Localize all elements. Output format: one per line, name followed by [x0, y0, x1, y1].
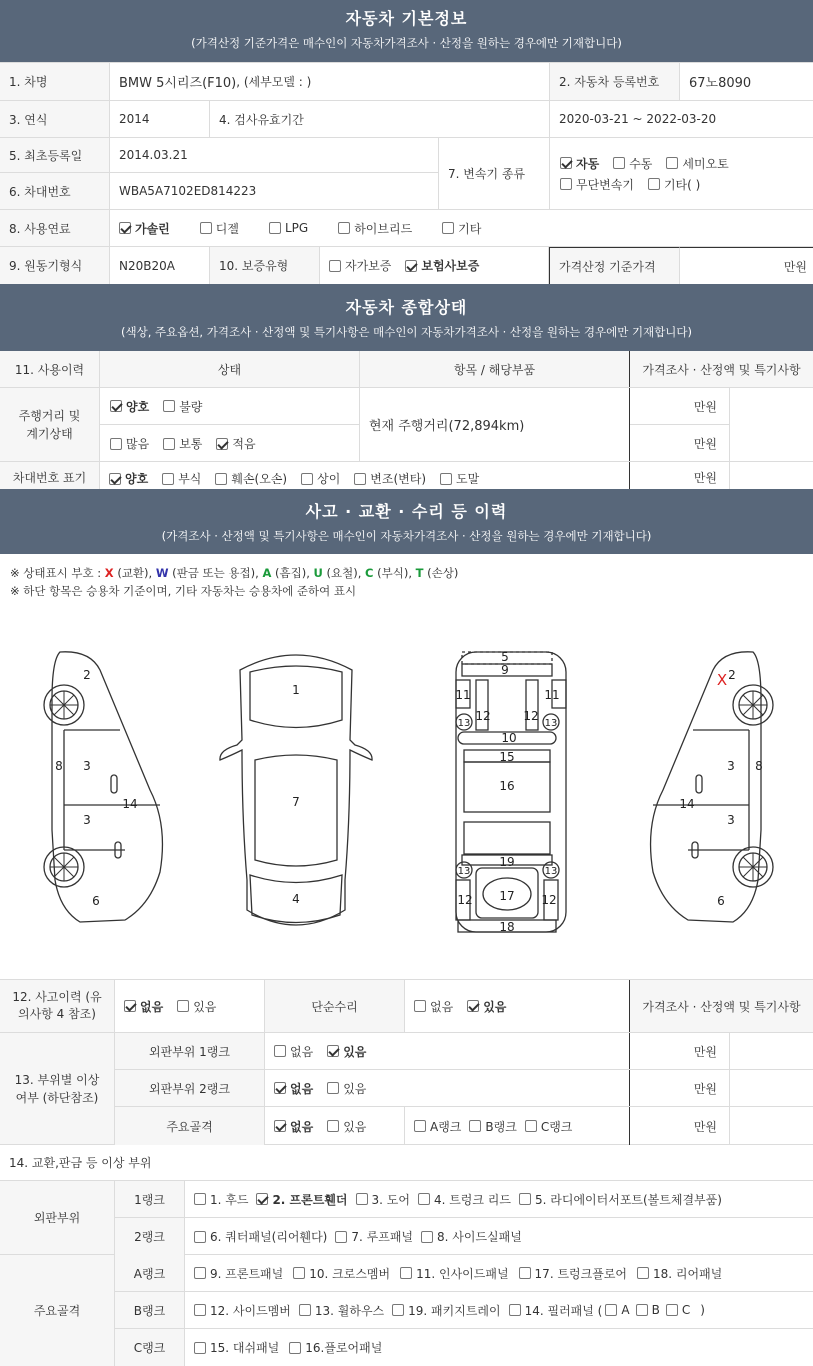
- diagram-label-8: 8: [55, 759, 63, 773]
- diagram-label-19: 19: [499, 855, 515, 869]
- diagram-label-3: 3: [83, 759, 91, 773]
- plate-value: 67노8090: [689, 76, 752, 91]
- frame-rank-a-checkbox[interactable]: A랭크: [414, 1118, 461, 1135]
- accident-yes-checkbox[interactable]: 있음: [177, 998, 216, 1015]
- diagram-label-3: 3: [83, 813, 91, 827]
- section-title: 자동차 종합상태: [345, 298, 468, 317]
- section-title: 사고 · 교환 · 수리 등 이력: [305, 502, 508, 521]
- rank1-no-checkbox[interactable]: 없음: [274, 1043, 313, 1060]
- usage-history-header: 11. 사용이력: [0, 351, 100, 387]
- diagram-label-13: 13: [544, 866, 558, 877]
- price-won: 만원: [630, 1107, 730, 1145]
- trans-other-checkbox[interactable]: 기타( ): [648, 176, 700, 193]
- simple-repair-options: [405, 980, 630, 1032]
- first-reg-value: 2014.03.21: [110, 138, 439, 172]
- diagram-label-12: 12: [541, 893, 557, 907]
- diagram-label-18: 18: [499, 920, 515, 934]
- damaged-parts-title: 14. 교환,판금 등 이상 부위: [9, 1156, 152, 1170]
- part-front-fender-checkbox[interactable]: 2. 프론트휀더: [256, 1191, 347, 1208]
- frame-rank-b-checkbox[interactable]: B랭크: [469, 1118, 516, 1135]
- diagram-label-12: 12: [457, 893, 473, 907]
- car-name-cell: [110, 63, 550, 100]
- inspection-label: 4. 검사유효기간: [210, 101, 550, 137]
- pillar-b-checkbox[interactable]: B: [636, 1303, 660, 1317]
- diagram-label-9: 9: [501, 663, 509, 677]
- basic-info-header: [0, 0, 813, 62]
- part-side-sill-checkbox[interactable]: 8. 사이드실패널: [421, 1228, 522, 1245]
- outer-panel-label: 외판부위: [0, 1181, 115, 1254]
- diagram-label-11: 11: [455, 688, 471, 702]
- simple-yes-checkbox[interactable]: 있음: [467, 998, 506, 1015]
- diagram-label-3: 3: [727, 813, 735, 827]
- accident-options: [115, 980, 265, 1032]
- section-subtitle: (가격조사 · 산정액 및 특기사항은 매수인이 자동차가격조사 · 산정을 원하는 경우에만 기재합니다): [161, 529, 652, 543]
- mileage-good-checkbox[interactable]: 양호: [110, 398, 149, 415]
- diagram-label-17: 17: [499, 889, 515, 903]
- diagram-label-4: 4: [292, 892, 300, 906]
- pillar-a-checkbox[interactable]: A: [605, 1303, 629, 1317]
- item-header: 항목 / 해당부품: [360, 351, 630, 387]
- diagram-label-16: 16: [499, 779, 515, 793]
- fuel-other-checkbox[interactable]: 기타: [442, 220, 481, 237]
- part-rear-panel-checkbox[interactable]: 18. 리어패널: [637, 1265, 722, 1282]
- car-side-left: [44, 652, 162, 922]
- part-hood-checkbox[interactable]: 1. 후드: [194, 1191, 248, 1208]
- vin-diff-checkbox[interactable]: 상이: [301, 470, 340, 487]
- legend-line: ※ 상태표시 부호 : X (교환), W (판금 또는 용접), A (흠집), U (요철), C (부식), T (손상): [10, 566, 459, 580]
- warranty-options: [320, 247, 549, 284]
- part-trunk-floor-checkbox[interactable]: 17. 트렁크플로어: [519, 1265, 627, 1282]
- mileage-label: 주행거리 및 계기상태: [0, 388, 100, 461]
- price-won: 만원: [630, 1033, 730, 1069]
- rank-c-label: C랭크: [115, 1329, 185, 1366]
- engine-label: 9. 원동기형식: [0, 247, 110, 284]
- mileage-amount: [100, 425, 360, 462]
- diagram-label-6: 6: [92, 894, 100, 908]
- part-wheel-house-checkbox[interactable]: 13. 휠하우스: [299, 1302, 384, 1319]
- outer-rank2-label: 외판부위 2랭크: [115, 1070, 265, 1106]
- rank-b-parts: [185, 1292, 813, 1328]
- inspection-value: 2020-03-21 ~ 2022-03-20: [559, 112, 717, 126]
- year-value: 2014: [110, 101, 210, 137]
- vin-label: 6. 차대번호: [0, 173, 110, 209]
- part-door-checkbox[interactable]: 3. 도어: [356, 1191, 410, 1208]
- frame-rank-options: [405, 1107, 630, 1145]
- mileage-high-checkbox[interactable]: 많음: [110, 435, 149, 452]
- fuel-diesel-checkbox[interactable]: 디젤: [200, 220, 239, 237]
- diagram-label-2: 2: [83, 668, 91, 682]
- diagram-label-12: 12: [475, 709, 491, 723]
- state-header: 상태: [100, 351, 360, 387]
- car-name-label: 1. 차명: [0, 63, 110, 100]
- diagram-label-12: 12: [523, 709, 539, 723]
- simple-no-checkbox[interactable]: 없음: [414, 998, 453, 1015]
- vin-rust-checkbox[interactable]: 부식: [162, 470, 201, 487]
- price-note-header: 가격조사 · 산정액 및 특기사항: [630, 980, 813, 1032]
- vin-altered-checkbox[interactable]: 변조(변타): [354, 470, 426, 487]
- accident-history-header: [0, 489, 813, 554]
- simple-repair-label: 단순수리: [265, 980, 405, 1032]
- rank1-yes-checkbox[interactable]: 있음: [327, 1043, 366, 1060]
- part-trunk-lid-checkbox[interactable]: 4. 트렁크 리드: [418, 1191, 511, 1208]
- price-won: 만원: [630, 425, 730, 462]
- part-inside-panel-checkbox[interactable]: 11. 인사이드패널: [400, 1265, 508, 1282]
- rank-a-parts: [185, 1255, 813, 1291]
- warranty-label: 10. 보증유형: [210, 247, 320, 284]
- diagram-label-7: 7: [292, 795, 300, 809]
- legend-note: ※ 하단 항목은 승용차 기준이며, 기타 자동차는 승용차에 준하여 표시: [10, 584, 357, 598]
- vin-painted-checkbox[interactable]: 도말: [440, 470, 479, 487]
- part-radiator-support-checkbox[interactable]: 5. 라디에이터서포트(볼트체결부품): [519, 1191, 722, 1208]
- diagram-label-13: 13: [457, 866, 471, 877]
- car-model-value: , (세부모델 : ): [236, 75, 312, 89]
- rank1-label: 1랭크: [115, 1181, 185, 1217]
- warranty-self-checkbox[interactable]: 자가보증: [329, 257, 391, 274]
- year-label: 3. 연식: [0, 101, 110, 137]
- warranty-insurance-checkbox[interactable]: 보험사보증: [405, 257, 479, 274]
- engine-value: N20B20A: [110, 247, 210, 284]
- frame-yes-checkbox[interactable]: 있음: [327, 1118, 366, 1135]
- diagram-label-13: 13: [457, 718, 471, 729]
- part-side-member-checkbox[interactable]: 12. 사이드멤버: [194, 1302, 291, 1319]
- section-subtitle: (색상, 주요옵션, 가격조사 · 산정액 및 특기사항은 매수인이 자동차가격조사 · 산정을 원하는 경우에만 기재합니다): [120, 325, 693, 339]
- fuel-hybrid-checkbox[interactable]: 하이브리드: [338, 220, 412, 237]
- diagram-label-5: 5: [501, 650, 509, 664]
- main-frame-label: 주요골격: [115, 1107, 265, 1145]
- car-diagram: [0, 610, 813, 980]
- accident-label: 12. 사고이력 (유의사항 4 참조): [0, 980, 115, 1032]
- accident-no-checkbox[interactable]: 없음: [124, 998, 163, 1015]
- outer-rank2-options: [265, 1070, 630, 1106]
- trans-cvt-checkbox[interactable]: 무단변속기: [560, 176, 634, 193]
- price-won: 만원: [630, 1070, 730, 1106]
- vin-damage-checkbox[interactable]: 훼손(오손): [215, 470, 287, 487]
- frame-no-checkbox[interactable]: 없음: [274, 1118, 313, 1135]
- fuel-label: 8. 사용연료: [0, 210, 110, 246]
- mileage-condition: [100, 388, 360, 425]
- transmission-label: 7. 변속기 종류: [439, 138, 550, 209]
- price-base-label: 가격산정 기준가격: [549, 247, 680, 284]
- outer-rank1-options: [265, 1033, 630, 1069]
- diagram-label-14: 14: [122, 797, 138, 811]
- rank2-yes-checkbox[interactable]: 있음: [327, 1080, 366, 1097]
- vin-good-checkbox[interactable]: 양호: [109, 470, 148, 487]
- part-front-panel-checkbox[interactable]: 9. 프론트패널: [194, 1265, 283, 1282]
- part-cross-member-checkbox[interactable]: 10. 크로스멤버: [293, 1265, 390, 1282]
- mileage-mid-checkbox[interactable]: 보통: [163, 435, 202, 452]
- diagram-label-13: 13: [544, 718, 558, 729]
- transmission-options: [550, 138, 813, 209]
- vin-value: WBA5A7102ED814223: [110, 173, 439, 209]
- price-note-header: 가격조사 · 산정액 및 특기사항: [630, 351, 813, 387]
- diagram-label-10: 10: [501, 731, 517, 745]
- section-subtitle: (가격산정 기준가격은 매수인이 자동차가격조사 · 산정을 원하는 경우에만 기재합니다): [191, 36, 622, 50]
- fuel-lpg-checkbox[interactable]: LPG: [269, 221, 308, 235]
- part-dash-panel-checkbox[interactable]: 15. 대쉬패널: [194, 1339, 279, 1356]
- mileage-value: 현재 주행거리(72,894km): [360, 388, 630, 461]
- section-title: 자동차 기본정보: [345, 9, 468, 28]
- part-package-tray-checkbox[interactable]: 19. 패키지트레이: [392, 1302, 500, 1319]
- rank-b-label: B랭크: [115, 1292, 185, 1328]
- diagram-label-15: 15: [499, 750, 515, 764]
- vin-mark-options: [100, 462, 630, 489]
- mileage-low-checkbox[interactable]: 적음: [216, 435, 255, 452]
- fuel-gasoline-checkbox[interactable]: 가솔린: [119, 220, 170, 237]
- diagram-label-8: 8: [755, 759, 763, 773]
- rank1-parts: [185, 1181, 813, 1217]
- diagram-label-11: 11: [544, 688, 560, 702]
- exchange-mark-x: X: [716, 671, 728, 689]
- part-roof-panel-checkbox[interactable]: 7. 루프패널: [335, 1228, 413, 1245]
- rank2-parts: [185, 1218, 813, 1255]
- trans-manual-checkbox[interactable]: 수동: [613, 155, 652, 172]
- diagram-label-14: 14: [679, 797, 695, 811]
- part-pillar-panel-checkbox[interactable]: 14. 필러패널 (: [509, 1302, 603, 1319]
- car-side-right: [651, 652, 773, 922]
- diagram-label-3: 3: [727, 759, 735, 773]
- vin-mark-label: 차대번호 표기: [0, 462, 100, 489]
- first-reg-label: 5. 최초등록일: [0, 138, 110, 172]
- plate-label: 2. 자동차 등록번호: [550, 63, 680, 100]
- fuel-options: [110, 210, 813, 246]
- trans-auto-checkbox[interactable]: 자동: [560, 155, 599, 172]
- part-status-label: 13. 부위별 이상여부 (하단참조): [0, 1033, 115, 1144]
- rank2-no-checkbox[interactable]: 없음: [274, 1080, 313, 1097]
- mileage-bad-checkbox[interactable]: 불량: [163, 398, 202, 415]
- pillar-close-paren: ): [700, 1303, 705, 1317]
- diagram-label-1: 1: [292, 683, 300, 697]
- overall-status-header: [0, 284, 813, 351]
- price-won: 만원: [630, 388, 730, 425]
- part-quarter-panel-checkbox[interactable]: 6. 쿼터패널(리어휀다): [194, 1228, 327, 1245]
- outer-rank1-label: 외판부위 1랭크: [115, 1033, 265, 1069]
- trans-semi-checkbox[interactable]: 세미오토: [666, 155, 728, 172]
- diagram-label-6: 6: [717, 894, 725, 908]
- part-floor-panel-checkbox[interactable]: 16.플로어패널: [289, 1339, 382, 1356]
- main-frame-parts-label: 주요골격: [0, 1255, 115, 1366]
- main-frame-options: [265, 1107, 405, 1145]
- pillar-c-checkbox[interactable]: C: [666, 1303, 690, 1317]
- rank-c-parts: [185, 1329, 813, 1366]
- rank-a-label: A랭크: [115, 1255, 185, 1291]
- diagram-label-2: 2: [728, 668, 736, 682]
- car-name-value: BMW 5시리즈(F10): [119, 76, 237, 91]
- price-won: 만원: [630, 462, 730, 489]
- rank2-label: 2랭크: [115, 1218, 185, 1255]
- frame-rank-c-checkbox[interactable]: C랭크: [525, 1118, 573, 1135]
- price-base-value: 만원: [680, 247, 813, 284]
